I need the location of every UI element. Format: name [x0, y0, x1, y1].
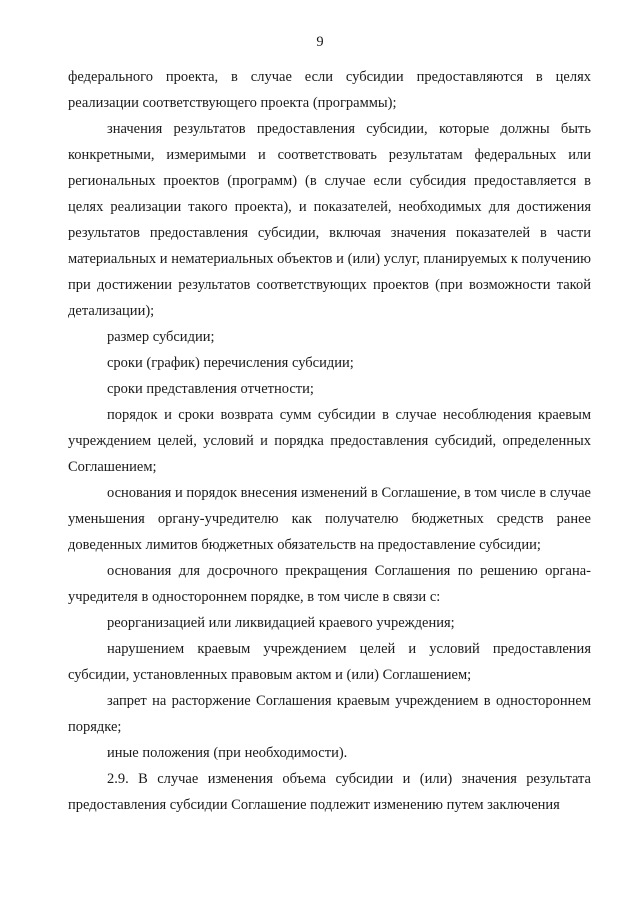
paragraph-section-2-9: 2.9. В случае изменения объема субсидии и (или) значения результата предоставления субсидии Соглашение подлежит изменению путем заключения — [68, 771, 591, 813]
paragraph-result-values: значения результатов предоставления субсидии, которые должны быть конкретными, измеримыми и соответствовать результатам федеральных или региональных проектов (программ) (в случае если субсидия предоставляется в целях реализации такого проекта), и показателей, необходимых для достижения результатов предоставления субсидии, включая значения показателей в части материальных и нематериальных объектов и (или) услуг, планируемых к получению при достижении результатов соответствующих проектов (при возможности такой детализации); — [68, 121, 591, 319]
paragraph-termination-ban: запрет на расторжение Соглашения краевым учреждением в одностороннем порядке; — [68, 693, 591, 735]
paragraph-violation: нарушением краевым учреждением целей и условий предоставления субсидии, установленных правовым актом и (или) Соглашением; — [68, 641, 591, 683]
page-number: 9 — [316, 34, 324, 50]
paragraph-amendment-grounds: основания и порядок внесения изменений в Соглашение, в том числе в случае уменьшения органу-учредителю как получателю бюджетных средств ранее доведенных лимитов бюджетных обязательств на предоставление субсидии; — [68, 485, 591, 553]
paragraph-other-provisions: иные положения (при необходимости). — [107, 745, 348, 761]
document-body — [68, 64, 591, 818]
paragraph-federal-project: федерального проекта, в случае если субсидии предоставляются в целях реализации соответствующего проекта (программы); — [68, 69, 591, 111]
paragraph-termination-grounds: основания для досрочного прекращения Соглашения по решению органа-учредителя в одностороннем порядке, в том числе в связи с: — [68, 563, 591, 605]
paragraph-subsidy-size: размер субсидии; — [107, 329, 215, 345]
paragraph-reporting-deadlines: сроки представления отчетности; — [107, 381, 314, 397]
paragraph-refund-procedure: порядок и сроки возврата сумм субсидии в случае несоблюдения краевым учреждением целей, условий и порядка предоставления субсидий, определенных Соглашением; — [68, 407, 591, 475]
paragraph-reorganization: реорганизацией или ликвидацией краевого учреждения; — [107, 615, 455, 631]
paragraph-transfer-schedule: сроки (график) перечисления субсидии; — [107, 355, 354, 371]
